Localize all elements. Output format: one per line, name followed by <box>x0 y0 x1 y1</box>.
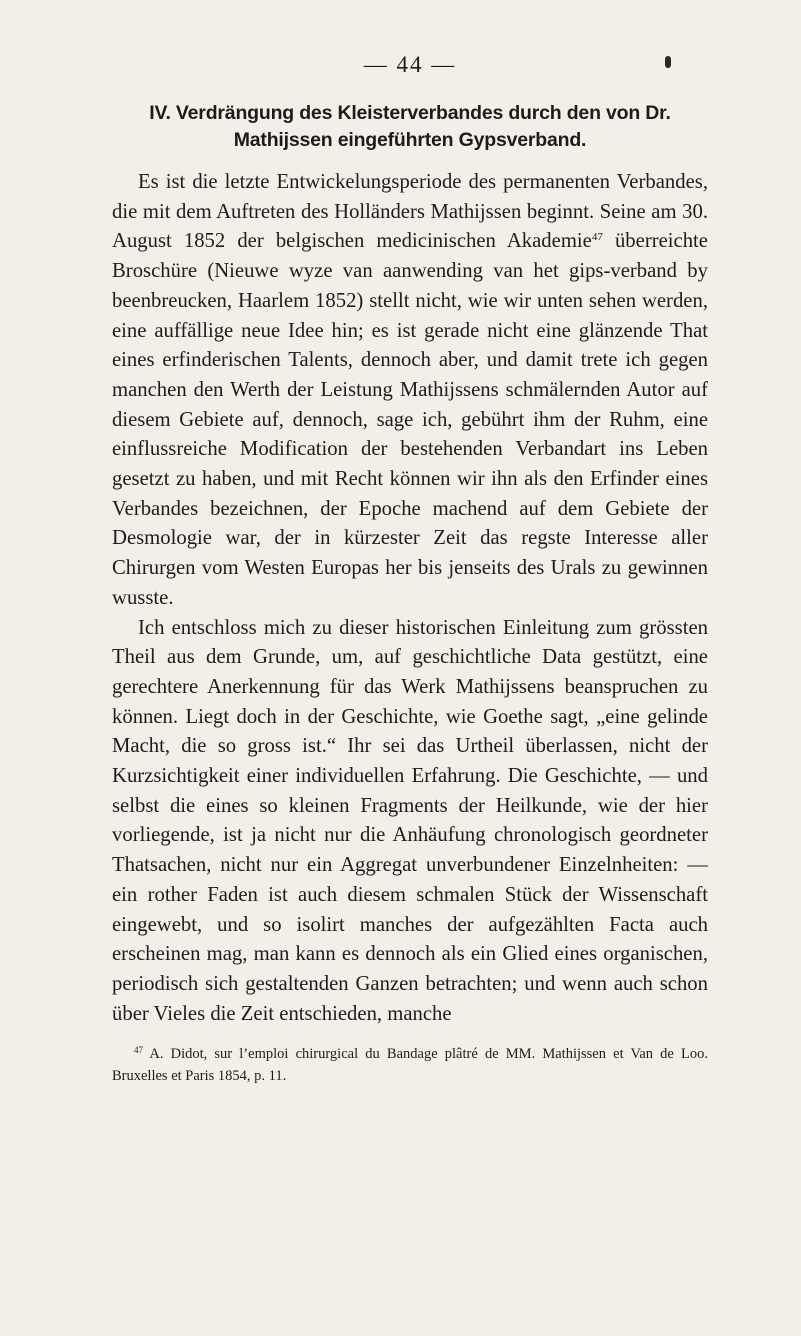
footnote-text: A. Didot, sur l’emploi chirurgical du Bandage plâtré de MM. Mathijssen et Van de Loo. Bruxelles et Paris 1854, p. 11. <box>112 1046 709 1085</box>
paragraph-1-text-start: Es ist die letzte Entwickelungsperiode des permanenten Verbandes, die mit dem Auftreten des Holländers Mathijssen beginnt. Seine am 30. August 1852 der belgischen medicinischen Akademie <box>112 171 708 253</box>
book-page <box>112 52 708 1087</box>
footnote-reference: 47 <box>591 231 603 244</box>
footnote <box>112 1043 708 1087</box>
page-number: — 44 — <box>363 52 457 77</box>
section-heading <box>112 100 708 154</box>
footnote-number: 47 <box>134 1045 143 1056</box>
section-heading-line-1: IV. Verdrängung des Kleisterverbandes durch den von Dr. <box>149 102 671 124</box>
section-heading-line-2: Mathijssen eingeführten Gypsverband. <box>233 129 587 151</box>
body-paragraph-1 <box>112 168 708 614</box>
footnote-separator <box>112 1029 708 1043</box>
body-paragraph-2: Ich entschloss mich zu dieser historischen Einleitung zum grössten Theil aus dem Grunde, um, auf geschichtliche Data gestützt, eine gerechtere Anerkennung für das Werk Mathijssens beanspruchen zu können. Liegt doch in der Geschichte, wie Goethe sagt, „eine gelinde Macht, die so gross ist.“ Ihr sei das Urtheil überlassen, nicht der Kurzsichtigkeit einer individuellen Erfahrung. Die Geschichte, — und selbst die eines so kleinen Fragments der Heilkunde, wie der hier vorliegende, ist ja nicht nur die Anhäufung chronologisch geordneter Thatsachen, nicht nur ein Aggregat unverbundener Einzelnheiten: — ein rother Faden ist auch diesem schmalen Stück der Wissenschaft eingewebt, und so isolirt manches der aufgezählten Facta auch erscheinen mag, man kann es dennoch als ein Glied eines organischen, periodisch sich gestaltenden Ganzen betrachten; und wenn auch schon über Vieles die Zeit entschieden, manche <box>112 616 708 1025</box>
paragraph-1-text-end: überreichte Broschüre (Nieuwe wyze van aanwending van het gips-verband by beenbreucken, Haarlem 1852) stellt nicht, wie wir unten sehen werden, eine auffällige neue Idee hin; es ist gerade nicht eine glänzende That eines erfinderischen Talents, dennoch aber, und damit trete ich gegen manchen den Werth der Leistung Mathijssens schmälernden Autor auf diesem Gebiete auf, dennoch, sage ich, gebührt ihm der Ruhm, eine einflussreiche Modification der bestehenden Verbandart ins Leben gesetzt zu haben, und mit Recht können wir ihn als den Erfinder eines Verbandes bezeichnen, der Epoche machend auf dem Gebiete der Desmologie war, der in kürzester Zeit das regste Interesse aller Chirurgen vom Westen Europas her bis jenseits des Urals zu gewinnen wusste. <box>112 230 708 609</box>
